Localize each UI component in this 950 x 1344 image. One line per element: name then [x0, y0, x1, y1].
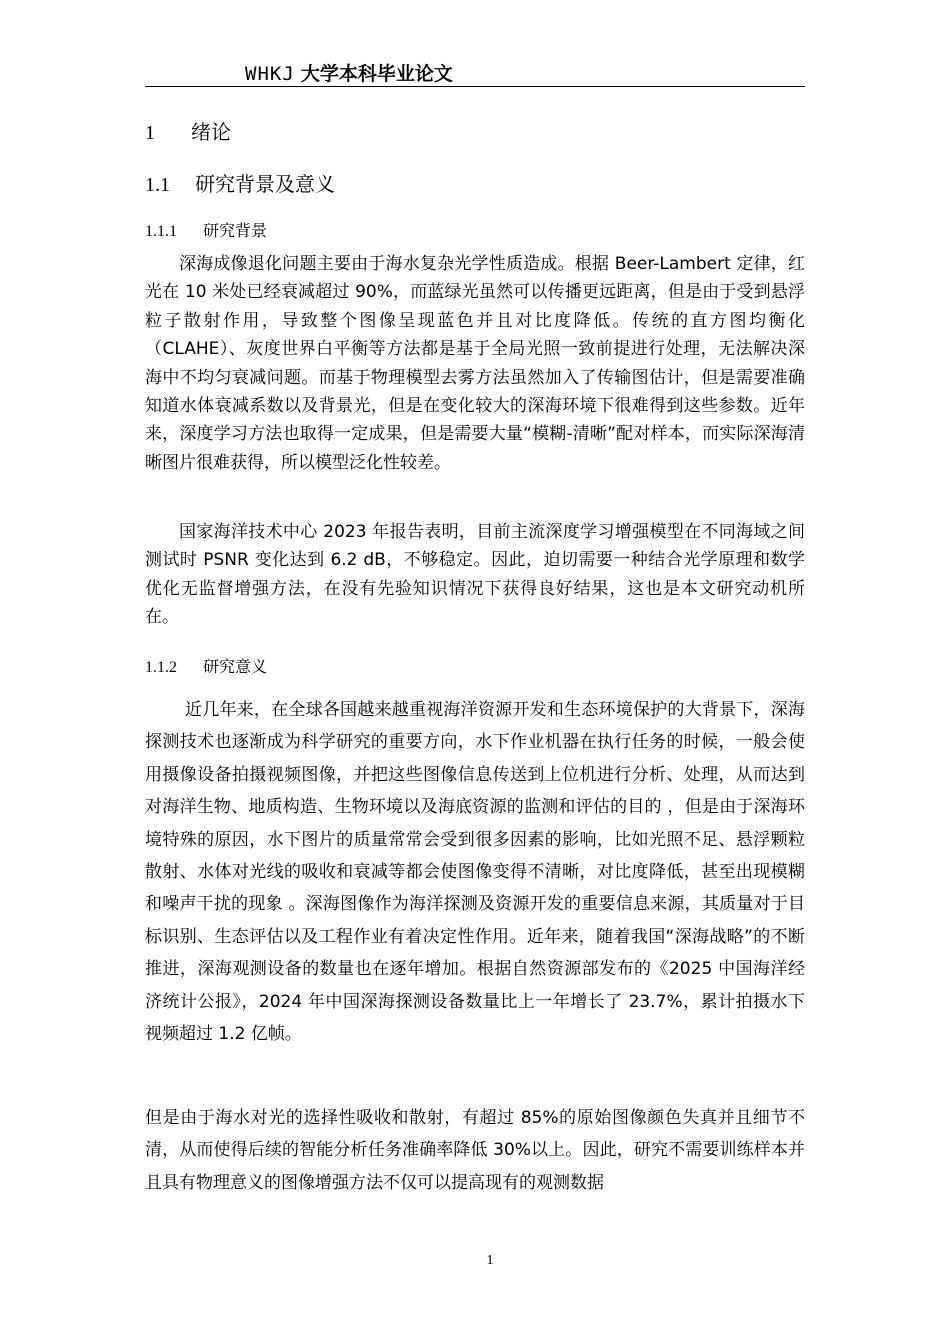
paragraph-significance: 近几年来，在全球各国越来越重视海洋资源开发和生态环境保护的大背景下，深海探测技术也逐渐成为科学研究的重要方向，水下作业机器在执行任务的时候，一般会使用摄像设备拍摄视频图像，并把这些图像信息传送到上位机进行分析、处理，从而达到对海洋生物、地质构造、生物环境以及海底资源的监测和评估的目的 ，但是由于深海环境特殊的原因，水下图片的质量常常会受到很多因素的影响，比如光照不足、悬浮颗粒散射、水体对光线的吸收和衰减等都会使图像变得不清晰，对比度降低，甚至出现模糊和噪声干扰的现象 。深海图像作为海洋探测及资源开发的重要信息来源，其质量对于目标识别、生态评估以及工程作业有着决定性作用。近年来，随着我国“深海战略”的不断推进，深海观测设备的数量也在逐年增加。根据自然资源部发布的《2025 中国海洋经济统计公报》，2024 年中国深海探测设备数量比上一年增长了 23.7%，累计拍摄水下视频超过 1.2 亿帧。 — [145, 700, 805, 1045]
header-latin: WHKJ — [245, 63, 295, 85]
paragraph-background: 深海成像退化问题主要由于海水复杂光学性质造成。根据 Beer-Lambert 定律，红光在 10 米处已经衰减超过 90%，而蓝绿光虽然可以传播更远距离，但是由于受到悬浮粒子散射作用，导致整个图像呈现蓝色并且对比度降低。传统的直方图均衡化（CLAHE）、灰度世界白平衡等方法都是基于全局光照一致前提进行处理，无法解决深海中不均匀衰减问题。而基于物理模型去雾方法虽然加入了传输图估计，但是需要准确知道水体衰减系数以及背景光，但是在变化较大的深海环境下很难得到这些参数。近年来，深度学习方法也取得一定成果，但是需要大量“模糊-清晰”配对样本，而实际深海清晰图片很难获得，所以模型泛化性较差。 — [145, 254, 805, 473]
subsection-heading-background — [145, 218, 267, 241]
subsection-title: 研究意义 — [203, 657, 268, 676]
header-thesis-title: 大学本科毕业论文 — [300, 63, 453, 85]
chapter-title: 绪论 — [191, 120, 231, 144]
subsection-number: 1.1.2 — [145, 659, 177, 676]
chapter-heading — [145, 116, 231, 145]
subsection-title: 研究背景 — [203, 221, 268, 240]
section-title: 研究背景及意义 — [195, 172, 335, 196]
paragraph-continued: 但是由于海水对光的选择性吸收和散射，有超过 85%的原始图像颜色失真并且细节不清，从而使得后续的智能分析任务准确率降低 30%以上。因此，研究不需要训练样本并且具有物理意义的图像增强方法不仅可以提高现有的观测数据 — [145, 1108, 805, 1193]
subsection-heading-significance — [145, 654, 267, 677]
page-number: 1 — [486, 1253, 494, 1268]
chapter-number: 1 — [145, 122, 155, 144]
section-number: 1.1 — [145, 174, 170, 196]
header-title — [245, 62, 453, 86]
paragraph-motivation: 国家海洋技术中心 2023 年报告表明，目前主流深度学习增强模型在不同海域之间测试时 PSNR 变化达到 6.2 dB，不够稳定。因此，迫切需要一种结合光学原理和数学优化无监督增强方法，在没有先验知识情况下获得良好结果，这也是本文研究动机所在。 — [145, 522, 805, 628]
subsection-number: 1.1.1 — [145, 223, 177, 240]
page-header — [145, 62, 805, 87]
section-heading — [145, 168, 335, 197]
